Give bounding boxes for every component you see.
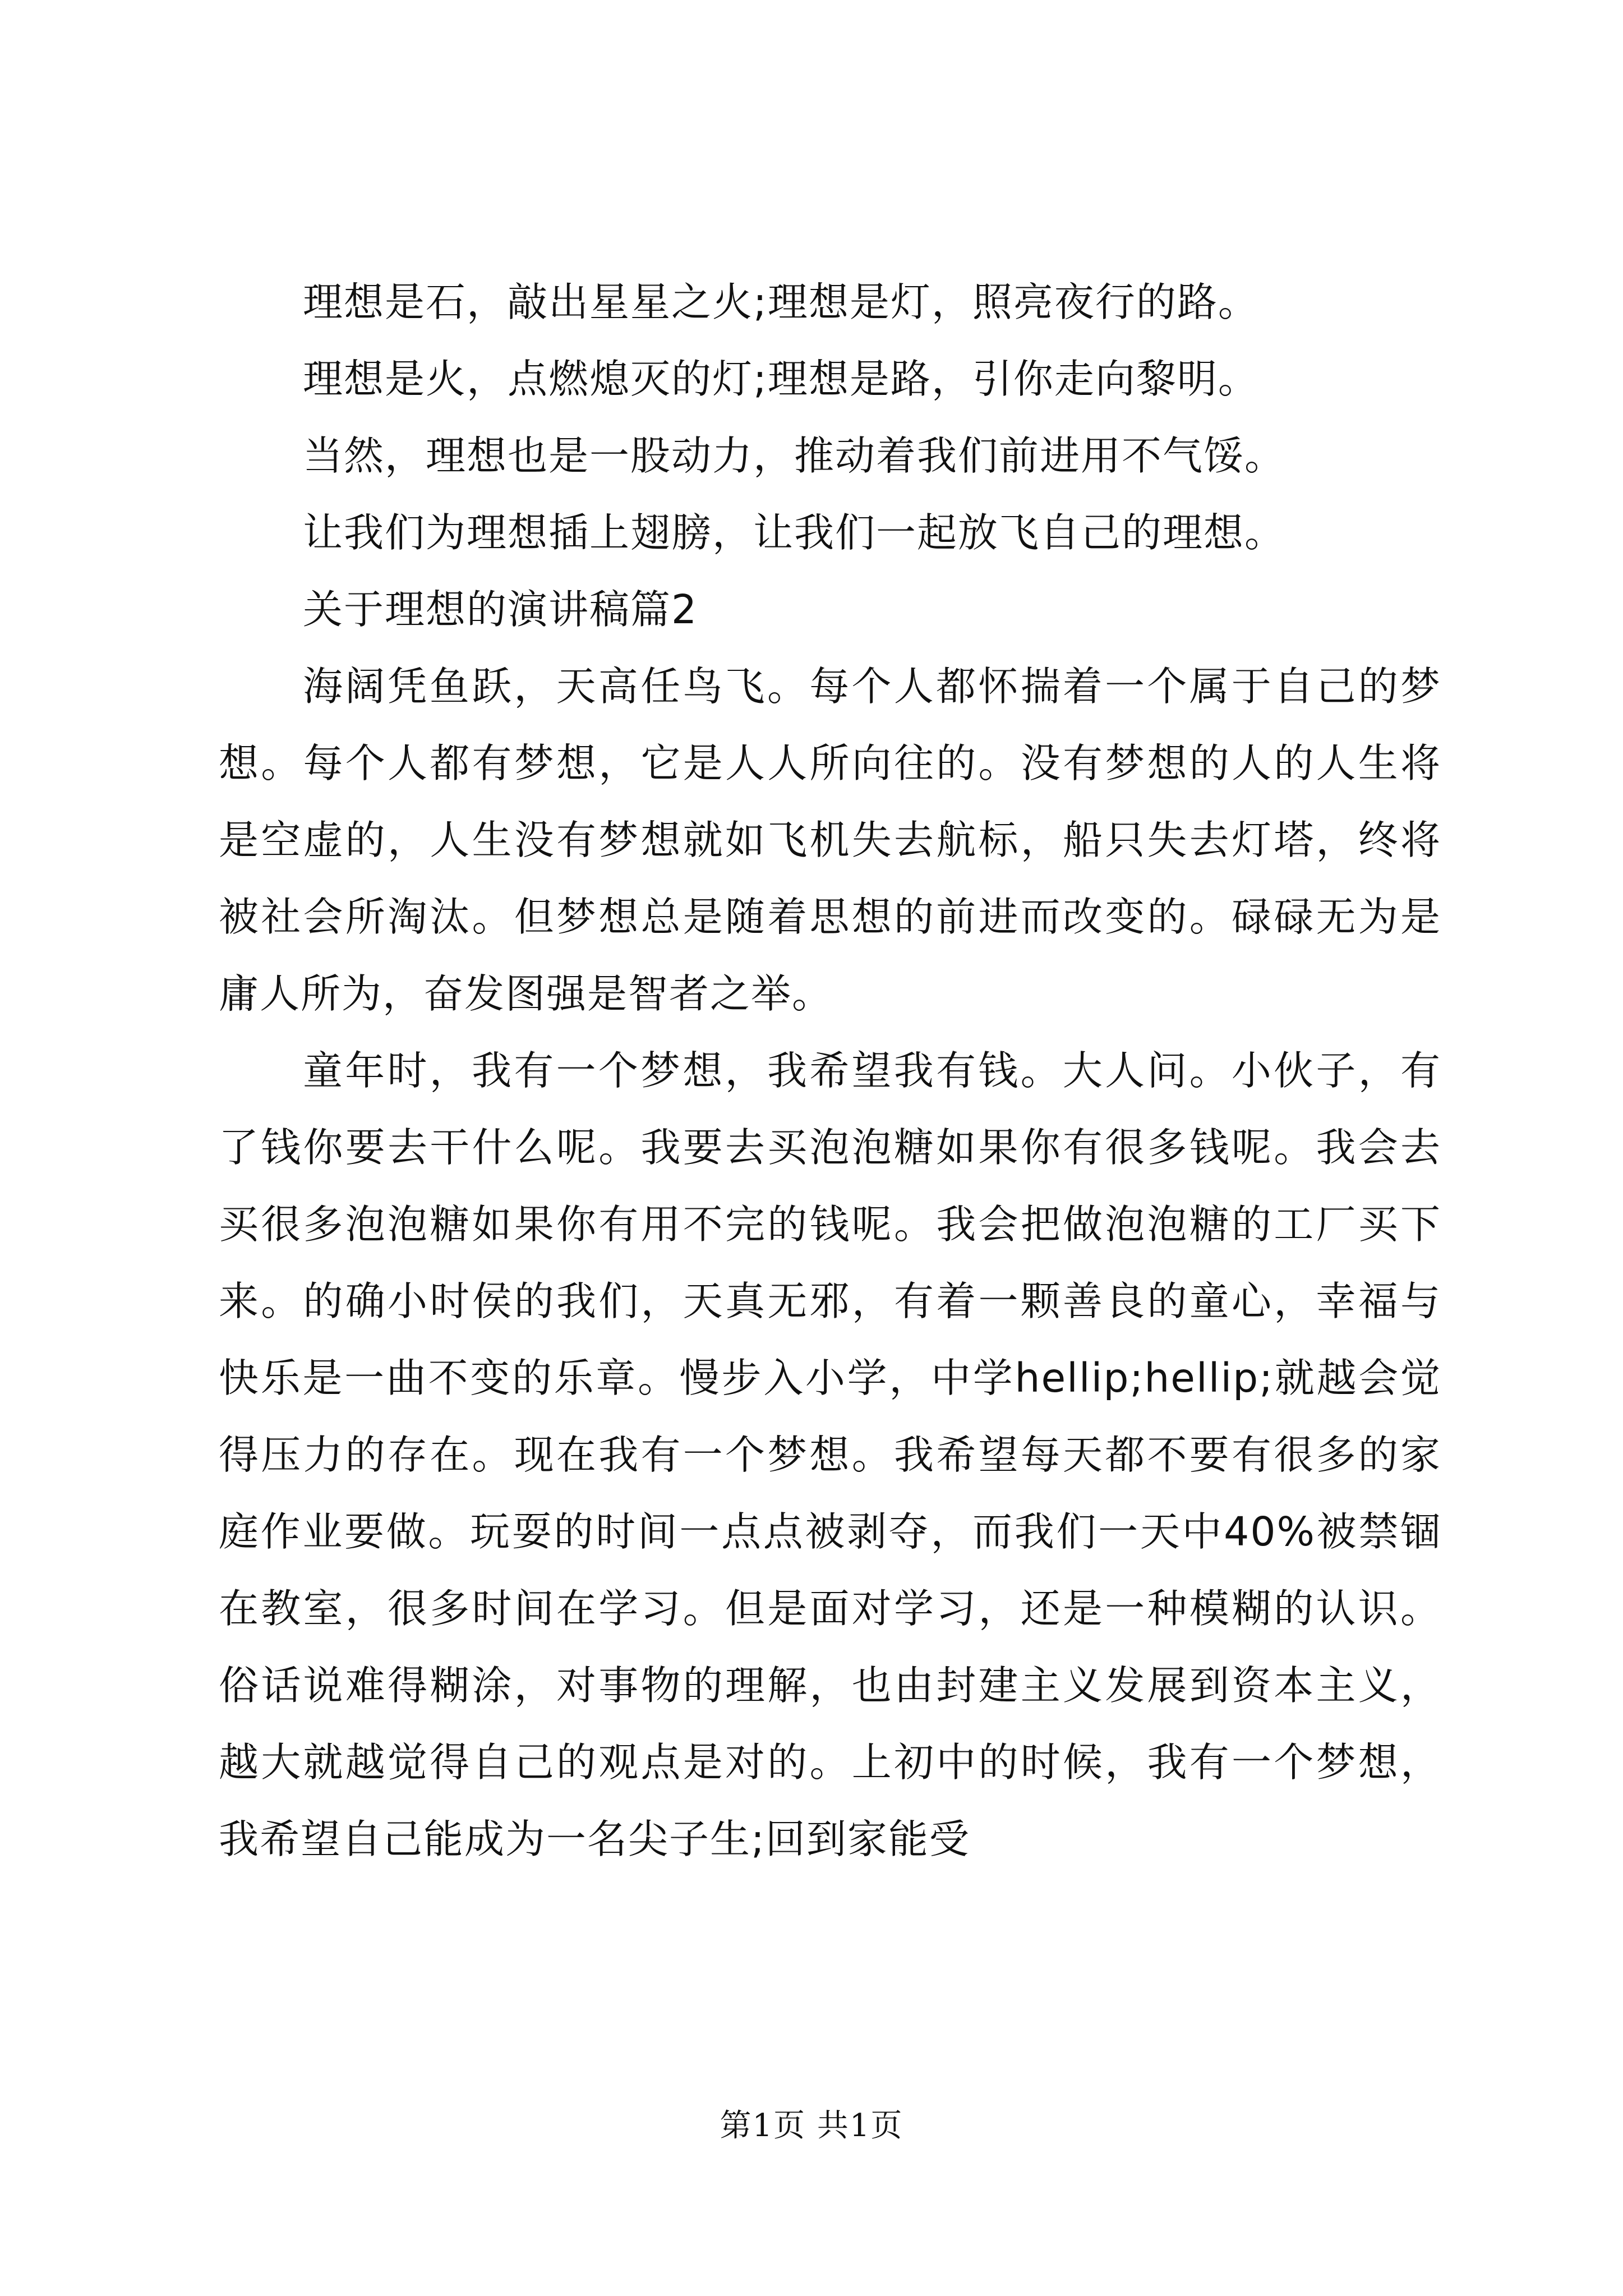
paragraph: 童年时，我有一个梦想，我希望我有钱。大人问。小伙子，有了钱你要去干什么呢。我要去买泡泡糖如果你有很多钱呢。我会去买很多泡泡糖如果你有用不完的钱呢。我会把做泡泡糖的工厂买下来。的确小时侯的我们，天真无邪，有着一颗善良的童心，幸福与快乐是一曲不变的乐章。慢步入小学，中学hellip;hellip;就越会觉得压力的存在。现在我有一个梦想。我希望每天都不要有很多的家庭作业要做。玩耍的时间一点点被剥夺，而我们一天中40%被禁锢在教室，很多时间在学习。但是面对学习，还是一种模糊的认识。俗话说难得糊涂，对事物的理解，也由封建主义发展到资本主义，越大就越觉得自己的观点是对的。上初中的时候，我有一个梦想，我希望自己能成为一名尖子生;回到家能受 bbox=[219, 1047, 1441, 1862]
paragraph: 让我们为理想插上翅膀，让我们一起放飞自己的理想。 bbox=[303, 509, 1286, 556]
page-footer: 第1页 共1页 bbox=[720, 2108, 903, 2144]
paragraph: 海阔凭鱼跃，天高任鸟飞。每个人都怀揣着一个属于自己的梦想。每个人都有梦想，它是人人所向往的。没有梦想的人的人生将是空虚的，人生没有梦想就如飞机失去航标，船只失去灯塔，终将被社会所淘汰。但梦想总是随着思想的前进而改变的。碌碌无为是庸人所为，奋发图强是智者之举。 bbox=[219, 663, 1441, 1017]
document-body bbox=[219, 264, 1441, 1878]
section-heading: 关于理想的演讲稿篇2 bbox=[303, 586, 698, 633]
paragraph: 理想是石，敲出星星之火;理想是灯，照亮夜行的路。 bbox=[303, 279, 1259, 325]
paragraph: 当然，理想也是一股动力，推动着我们前进用不气馁。 bbox=[303, 432, 1286, 479]
paragraph: 理想是火，点燃熄灭的灯;理想是路，引你走向黎明。 bbox=[303, 356, 1259, 402]
